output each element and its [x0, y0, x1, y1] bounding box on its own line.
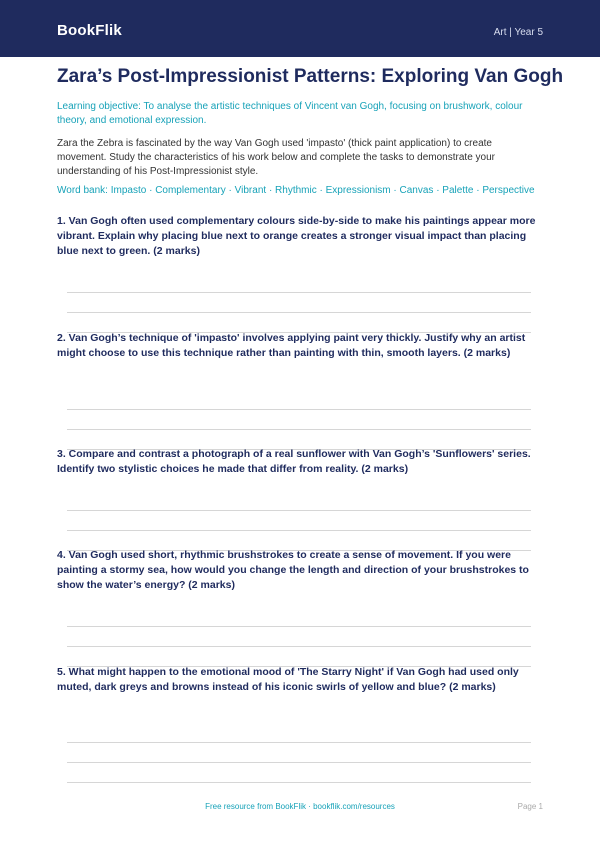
learning-objective: Learning objective: To analyse the artistic techniques of Vincent van Gogh, focusing on brushwork, colour theory, and emotional expression.: [57, 101, 523, 126]
subject-label: Art | Year 5: [493, 27, 543, 38]
footer-text[interactable]: Free resource from BookFlik · bookflik.com/resources: [205, 802, 395, 811]
answer-line[interactable]: [67, 782, 531, 783]
question-3: 3. Compare and contrast a photograph of a real sunflower with Van Gogh’s 'Sunflowers' series. Identify two stylistic choices he made that differ from reality. (2 marks): [57, 448, 531, 475]
page-number: Page 1: [517, 802, 543, 811]
header-bar: [0, 0, 600, 57]
worksheet-title: Zara’s Post-Impressionist Patterns: Exploring Van Gogh: [57, 66, 564, 87]
question-5: 5. What might happen to the emotional mood of 'The Starry Night' if Van Gogh had used only muted, dark greys and browns instead of his iconic swirls of yellow and blue? (2 marks): [57, 666, 519, 693]
question-1: 1. Van Gogh often used complementary colours side-by-side to make his paintings appear more vibrant. Explain why placing blue next to orange creates a stronger visual impact than placing blue next to green. (2 marks): [57, 215, 536, 257]
question-2: 2. Van Gogh’s technique of 'impasto' involves applying paint very thickly. Justify why an artist might choose to use this technique rather than painting with thin, smooth layers. (2 marks): [57, 332, 526, 359]
intro-text: Zara the Zebra is fascinated by the way Van Gogh used 'impasto' (thick paint application) to create movement. Study the characteristics of his work below and complete the tasks to demonstrate your understanding of his Post-Impressionist style.: [57, 138, 495, 177]
answer-line[interactable]: [67, 312, 531, 313]
answer-line[interactable]: [67, 626, 531, 627]
answer-line[interactable]: [67, 510, 531, 511]
brand-logo-text[interactable]: BookFlik: [57, 22, 122, 39]
question-4: 4. Van Gogh used short, rhythmic brushstrokes to create a sense of movement. If you were painting a stormy sea, how would you change the length and direction of your brushstrokes to show the water’s energy? (2 marks): [57, 549, 529, 591]
word-bank: Word bank: Impasto · Complementary · Vibrant · Rhythmic · Expressionism · Canvas · Palette · Perspective: [57, 185, 535, 196]
answer-line[interactable]: [67, 429, 531, 430]
answer-line[interactable]: [67, 742, 531, 743]
answer-line[interactable]: [67, 530, 531, 531]
answer-line[interactable]: [67, 646, 531, 647]
answer-line[interactable]: [67, 762, 531, 763]
answer-line[interactable]: [67, 292, 531, 293]
answer-line[interactable]: [67, 409, 531, 410]
